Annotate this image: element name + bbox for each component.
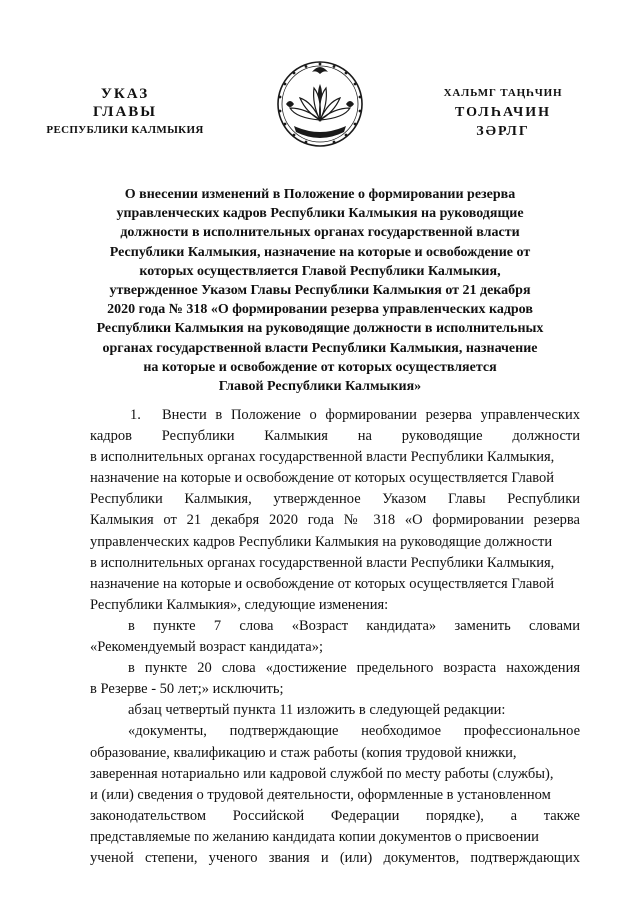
body-line-text: Внести в Положение о формировании резерва управленческих bbox=[162, 407, 580, 423]
title-line: на которые и освобождение от которых осуществляется bbox=[143, 359, 497, 375]
body-line: назначение на которые и освобождение от которых осуществляется Главой bbox=[90, 575, 555, 592]
body-line: в Резерве - 50 лет;» исключить; bbox=[90, 681, 284, 698]
body-line: кадров Республики Калмыкия на руководящие должности bbox=[90, 428, 580, 445]
body-line: в пункте 20 слова «достижение предельного возраста нахождения bbox=[128, 660, 580, 677]
body-line: абзац четвертый пункта 11 изложить в следующей редакции: bbox=[128, 702, 506, 719]
title-line: Республики Калмыкия, назначение на которые и освобождение от bbox=[109, 244, 531, 260]
body-line: управленческих кадров Республики Калмыкия на руководящие должности bbox=[90, 533, 553, 550]
header-left-republic: РЕСПУБЛИКИ КАЛМЫКИЯ bbox=[46, 124, 204, 136]
title-line: Республики Калмыкия на руководящие должности в исполнительных bbox=[96, 321, 544, 337]
decree-title bbox=[84, 185, 556, 396]
body-line: и (или) сведения о трудовой деятельности, оформленные в установленном bbox=[90, 786, 551, 803]
body-line: в исполнительных органах государственной власти Республики Калмыкия, bbox=[90, 449, 555, 466]
body-line: представляемые по желанию кандидата копии документов о присвоении bbox=[90, 828, 539, 845]
header-left-block bbox=[30, 85, 220, 139]
item-number: 1. bbox=[130, 407, 141, 423]
title-line: которых осуществляется Главой Республики Калмыкия, bbox=[139, 263, 501, 279]
title-line: управленческих кадров Республики Калмыкия на руководящие bbox=[116, 206, 524, 222]
title-line: 2020 года № 318 «О формировании резерва управленческих кадров bbox=[107, 302, 533, 318]
title-line: органах государственной власти Республики Калмыкия, назначение bbox=[102, 340, 538, 356]
header-right-title: ТОЛҺАЧИН bbox=[454, 105, 552, 120]
title-line: Главой Республики Калмыкия» bbox=[218, 379, 422, 395]
body-line: ученой степени, ученого звания и (или) документов, подтверждающих bbox=[90, 849, 580, 866]
body-line: назначение на которые и освобождение от которых осуществляется Главой bbox=[90, 470, 555, 487]
body-line: Республики Калмыкия», следующие изменения: bbox=[90, 596, 389, 613]
title-line: О внесении изменений в Положение о формировании резерва bbox=[124, 187, 516, 202]
header-right-republic: ХАЛЬМГ ТАҢҺЧИН bbox=[443, 87, 563, 99]
body-line: «Рекомендуемый возраст кандидата»; bbox=[90, 639, 324, 656]
title-line: должности в исполнительных органах государственной власти bbox=[120, 225, 520, 241]
coat-of-arms-icon bbox=[276, 58, 364, 150]
body-line: в исполнительных органах государственной власти Республики Калмыкия, bbox=[90, 554, 555, 571]
body-line: заверенная нотариально или кадровой службой по месту работы (службы), bbox=[90, 765, 554, 782]
body-line: в пункте 7 слова «Возраст кандидата» заменить словами bbox=[128, 617, 580, 634]
header-right-subtitle: ЗӘРЛГ bbox=[476, 124, 530, 139]
header-left-subtitle: ГЛАВЫ bbox=[92, 104, 158, 120]
header-right-block bbox=[428, 84, 578, 141]
body-line: Калмыкия от 21 декабря 2020 года № 318 «О формировании резерва bbox=[90, 512, 580, 529]
title-line: утвержденное Указом Главы Республики Калмыкия от 21 декабря bbox=[109, 283, 531, 299]
decree-body bbox=[90, 405, 580, 869]
body-line: Республики Калмыкия, утвержденное Указом Главы Республики bbox=[90, 491, 580, 508]
body-line-1 bbox=[90, 405, 580, 426]
body-line: законодательством Российской Федерации порядке), а также bbox=[90, 807, 580, 824]
body-line: «документы, подтверждающие необходимое профессиональное bbox=[128, 723, 580, 740]
header-left-title: УКАЗ bbox=[100, 86, 150, 102]
body-line: образование, квалификацию и стаж работы (копия трудовой книжки, bbox=[90, 744, 517, 761]
